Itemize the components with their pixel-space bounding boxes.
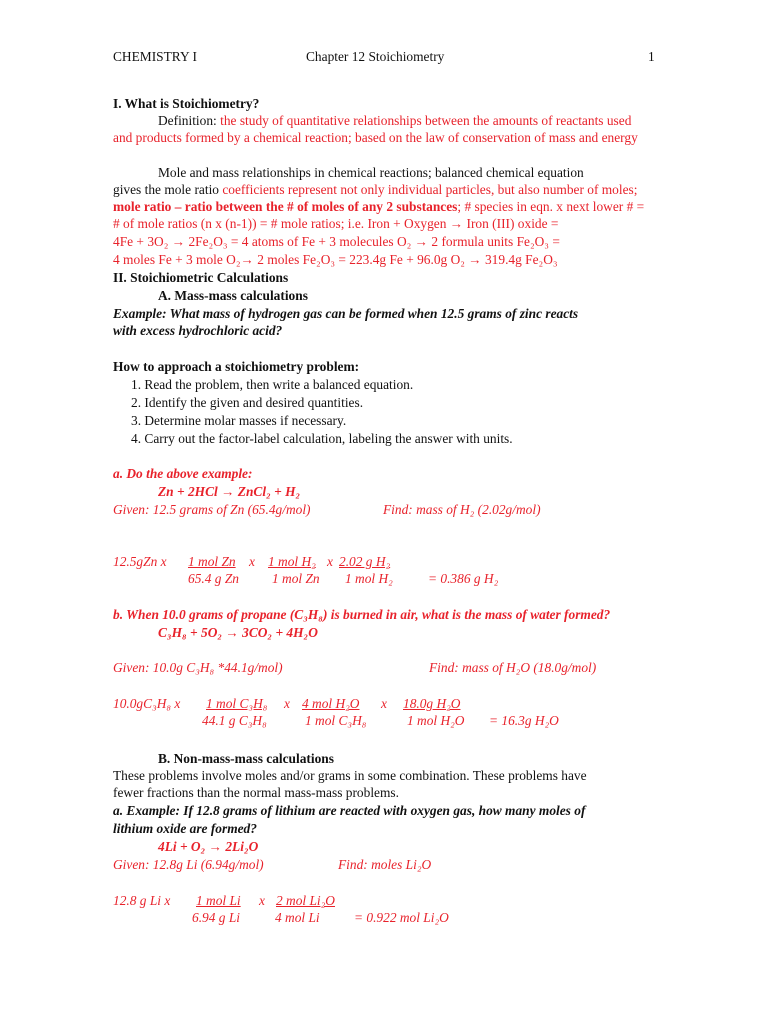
section-1-heading: I. What is Stoichiometry? — [113, 96, 260, 111]
calc-a-factor-3-numerator: 2.02 g H₂ — [339, 554, 391, 569]
part-b-find: Find: mass of H₂O (18.0g/mol) — [429, 660, 597, 675]
step-2: 2. Identify the given and desired quantities. — [131, 395, 364, 410]
header-page-number: 1 — [648, 49, 655, 64]
step-3-text: Determine molar masses if necessary. — [144, 413, 347, 428]
part-a-equation: Zn + 2HCl → ZnCl₂ + H₂ — [158, 484, 301, 499]
paragraph-1-line-2 — [113, 181, 637, 198]
mole-ratio-text: gives the mole ratio — [113, 182, 223, 197]
calc-a-result: = 0.386 g H₂ — [428, 571, 499, 586]
step-1-text: Read the problem, then write a balanced equation. — [144, 377, 414, 392]
definition-label: Definition: — [158, 113, 217, 128]
example-2-line-1: a. Example: If 12.8 grams of lithium are reacted with oxygen gas, how many moles of — [113, 803, 586, 818]
example-line-1 — [113, 305, 578, 322]
example-2-line-2: lithium oxide are formed? — [113, 821, 257, 836]
part-a-heading: a. Do the above example: — [113, 466, 253, 481]
paragraph-1-line-5: 4Fe + 3O₂ → 2Fe₂O₃ = 4 atoms of Fe + 3 molecules O₂ → 2 formula units Fe₂O₃ = — [113, 234, 560, 249]
paragraph-1-line-3 — [113, 198, 644, 215]
approach-heading: How to approach a stoichiometry problem: — [113, 359, 360, 374]
calc-b-factor-3-numerator: 18.0g H₂O — [403, 696, 461, 711]
calc-b-factor-1-numerator: 1 mol C₃H₈ — [206, 696, 268, 711]
calc-b-factor-2-denominator: 1 mol C₃H₈ — [305, 713, 367, 728]
example-2-equation: 4Li + O₂ → 2Li₂O — [158, 839, 259, 854]
header-course: CHEMISTRY I — [113, 49, 197, 64]
calc-c-start: 12.8 g Li x — [113, 893, 171, 908]
example-line-2: with excess hydrochloric acid? — [113, 323, 283, 338]
calc-a-factor-2-numerator: 1 mol H₂ — [268, 554, 316, 569]
part-a-given: Given: 12.5 grams of Zn (65.4g/mol) — [113, 502, 311, 517]
part-a-find: Find: mass of H₂ (2.02g/mol) — [383, 502, 541, 517]
calc-a-times-2: x — [327, 554, 333, 569]
calc-a-factor-1-denominator: 65.4 g Zn — [188, 571, 239, 586]
example-2-given: Given: 12.8g Li (6.94g/mol) — [113, 857, 264, 872]
calc-b-start: 10.0gC₃H₈ x — [113, 696, 181, 711]
calc-a-times-1: x — [249, 554, 255, 569]
calc-c-factor-1-numerator: 1 mol Li — [196, 893, 241, 908]
calc-c-times-1: x — [259, 893, 265, 908]
paragraph-1-line-6: 4 moles Fe + 3 mole O₂→ 2 moles Fe₂O₃ = 223.4g Fe + 96.0g O₂ → 319.4g Fe₂O₃ — [113, 252, 558, 267]
calc-a-factor-1-numerator: 1 mol Zn — [188, 554, 236, 569]
section-2-heading: II. Stoichiometric Calculations — [113, 270, 289, 285]
calc-a-factor-2-denominator: 1 mol Zn — [272, 571, 320, 586]
nonmass-line-1: These problems involve moles and/or grams in some combination. These problems have — [113, 768, 587, 783]
definition-line-1 — [158, 112, 631, 129]
calc-b-factor-1-denominator: 44.1 g C₃H₈ — [202, 713, 267, 728]
definition-line-2: and products formed by a chemical reaction; based on the law of conservation of mass and energy — [113, 130, 638, 145]
subsection-b-heading: B. Non-mass-mass calculations — [158, 751, 334, 766]
calc-a-start: 12.5gZn x — [113, 554, 167, 569]
example-2-find: Find: moles Li₂O — [338, 857, 432, 872]
calc-b-factor-3-denominator: 1 mol H₂O — [407, 713, 465, 728]
calc-c-factor-2-numerator: 2 mol Li₂O — [276, 893, 335, 908]
calc-a-factor-3-denominator: 1 mol H₂ — [345, 571, 393, 586]
calc-b-result: = 16.3g H₂O — [489, 713, 559, 728]
calc-b-factor-2-numerator: 4 mol H₂O — [302, 696, 360, 711]
step-4: 4. Carry out the factor-label calculation, labeling the answer with units. — [131, 431, 513, 446]
coefficients-text: coefficients represent not only individual particles, but also number of moles; — [222, 182, 638, 197]
paragraph-1-line-1: Mole and mass relationships in chemical reactions; balanced chemical equation — [158, 165, 584, 180]
calc-c-result: = 0.922 mol Li₂O — [354, 910, 449, 925]
part-b-given: Given: 10.0g C₃H₈ *44.1g/mol) — [113, 660, 283, 675]
example-label: Example: — [113, 306, 167, 321]
step-3: 3. Determine molar masses if necessary. — [131, 413, 347, 428]
calc-b-times-2: x — [381, 696, 387, 711]
part-b-heading: b. When 10.0 grams of propane (C₃H₈) is burned in air, what is the mass of water formed? — [113, 607, 611, 622]
subsection-a-heading: A. Mass-mass calculations — [158, 288, 308, 303]
species-text: ; # species in eqn. x next lower # = — [457, 199, 645, 214]
calc-c-factor-2-denominator: 4 mol Li — [275, 910, 320, 925]
step-1: 1. Read the problem, then write a balanced equation. — [131, 377, 414, 392]
part-b-equation: C₃H₈ + 5O₂ → 3CO₂ + 4H₂O — [158, 625, 318, 640]
step-4-text: Carry out the factor-label calculation, labeling the answer with units. — [144, 431, 513, 446]
calc-b-times-1: x — [284, 696, 290, 711]
calc-c-factor-1-denominator: 6.94 g Li — [192, 910, 240, 925]
definition-text: the study of quantitative relationships between the amounts of reactants used — [216, 113, 632, 128]
mole-ratio-definition: mole ratio – ratio between the # of moles of any 2 substances — [113, 199, 458, 214]
step-2-text: Identify the given and desired quantities. — [144, 395, 364, 410]
example-question: What mass of hydrogen gas can be formed when 12.5 grams of zinc reacts — [166, 306, 579, 321]
paragraph-1-line-4: # of mole ratios (n x (n-1)) = # mole ratios; i.e. Iron + Oxygen → Iron (III) oxide = — [113, 216, 559, 231]
nonmass-line-2: fewer fractions than the normal mass-mass problems. — [113, 785, 399, 800]
header-chapter: Chapter 12 Stoichiometry — [306, 49, 445, 64]
